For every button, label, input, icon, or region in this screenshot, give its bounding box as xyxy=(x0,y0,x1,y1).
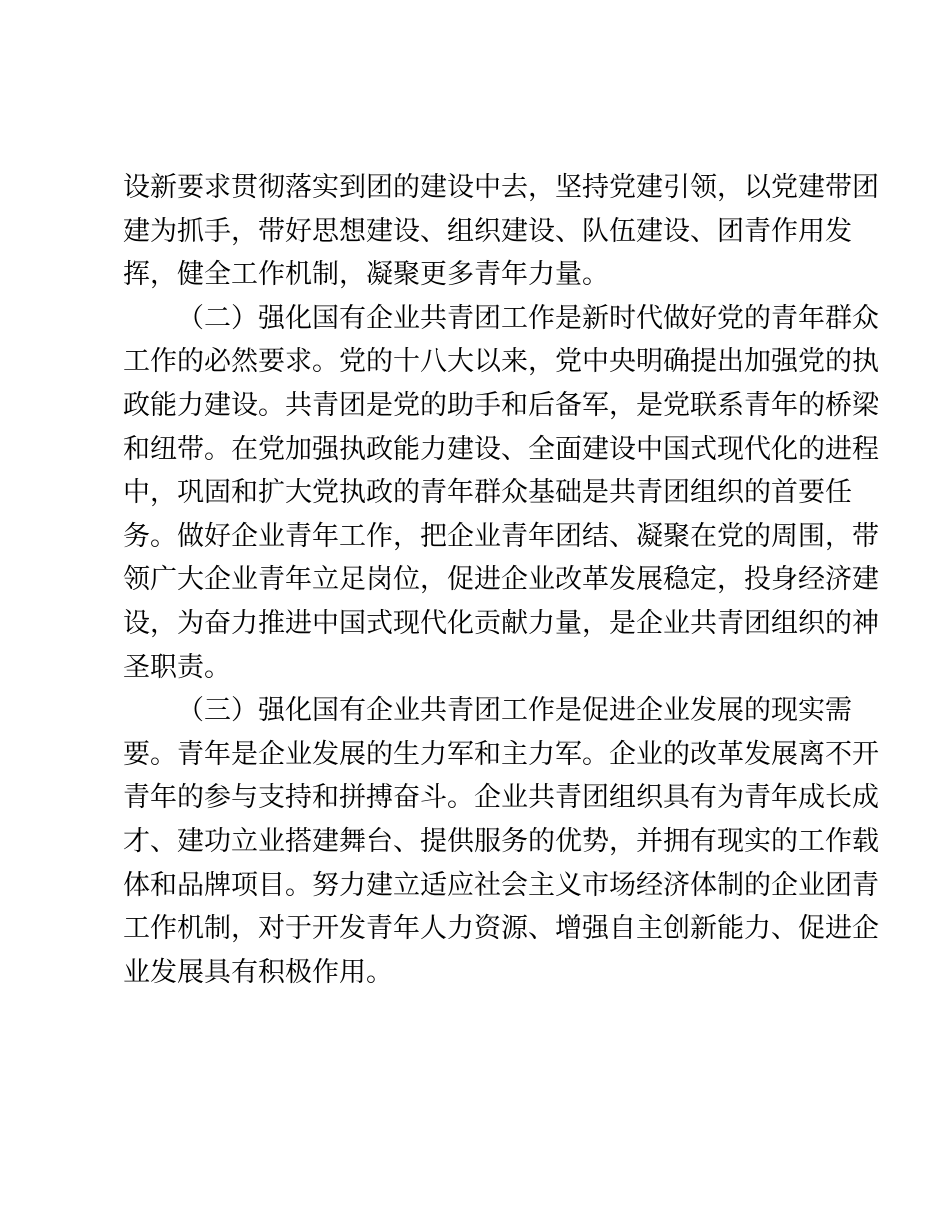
text-line: 建为抓手，带好思想建设、组织建设、队伍建设、团青作用发 xyxy=(123,215,852,247)
text-line: 要。青年是企业发展的生力军和主力军。企业的改革发展离不开 xyxy=(123,738,879,770)
document-body xyxy=(123,166,879,994)
text-line: 政能力建设。共青团是党的助手和后备军，是党联系青年的桥梁 xyxy=(123,389,879,421)
text-line: 体和品牌项目。努力建立适应社会主义市场经济体制的企业团青 xyxy=(123,869,879,901)
paragraph-section-3 xyxy=(123,689,879,994)
text-line: 设新要求贯彻落实到团的建设中去，坚持党建引领，以党建带团 xyxy=(123,172,879,203)
text-line: 中，巩固和扩大党执政的青年群众基础是共青团组织的首要任 xyxy=(123,477,852,509)
paragraph-heading-line: （二）强化国有企业共青团工作是新时代做好党的青年群众 xyxy=(177,302,879,334)
text-line: 设，为奋力推进中国式现代化贡献力量，是企业共青团组织的神 xyxy=(123,607,879,639)
text-line: 领广大企业青年立足岗位，促进企业改革发展稳定，投身经济建 xyxy=(123,564,879,596)
text-line: 和纽带。在党加强执政能力建设、全面建设中国式现代化的进程 xyxy=(123,433,879,465)
paragraph-heading-line: （三）强化国有企业共青团工作是促进企业发展的现实需 xyxy=(177,695,852,727)
text-line: 工作的必然要求。党的十八大以来，党中央明确提出加强党的执 xyxy=(123,346,879,378)
text-line: 挥，健全工作机制，凝聚更多青年力量。 xyxy=(123,259,609,291)
text-line: 工作机制，对于开发青年人力资源、增强自主创新能力、促进企 xyxy=(123,913,879,945)
text-line: 青年的参与支持和拼搏奋斗。企业共青团组织具有为青年成长成 xyxy=(123,782,879,814)
text-line: 圣职责。 xyxy=(123,651,231,683)
paragraph-section-2 xyxy=(123,297,879,689)
text-line: 才、建功立业搭建舞台、提供服务的优势，并拥有现实的工作载 xyxy=(123,825,879,857)
paragraph-continuation xyxy=(123,166,879,297)
text-line: 务。做好企业青年工作，把企业青年团结、凝聚在党的周围，带 xyxy=(123,520,879,552)
text-line: 业发展具有积极作用。 xyxy=(123,956,393,988)
